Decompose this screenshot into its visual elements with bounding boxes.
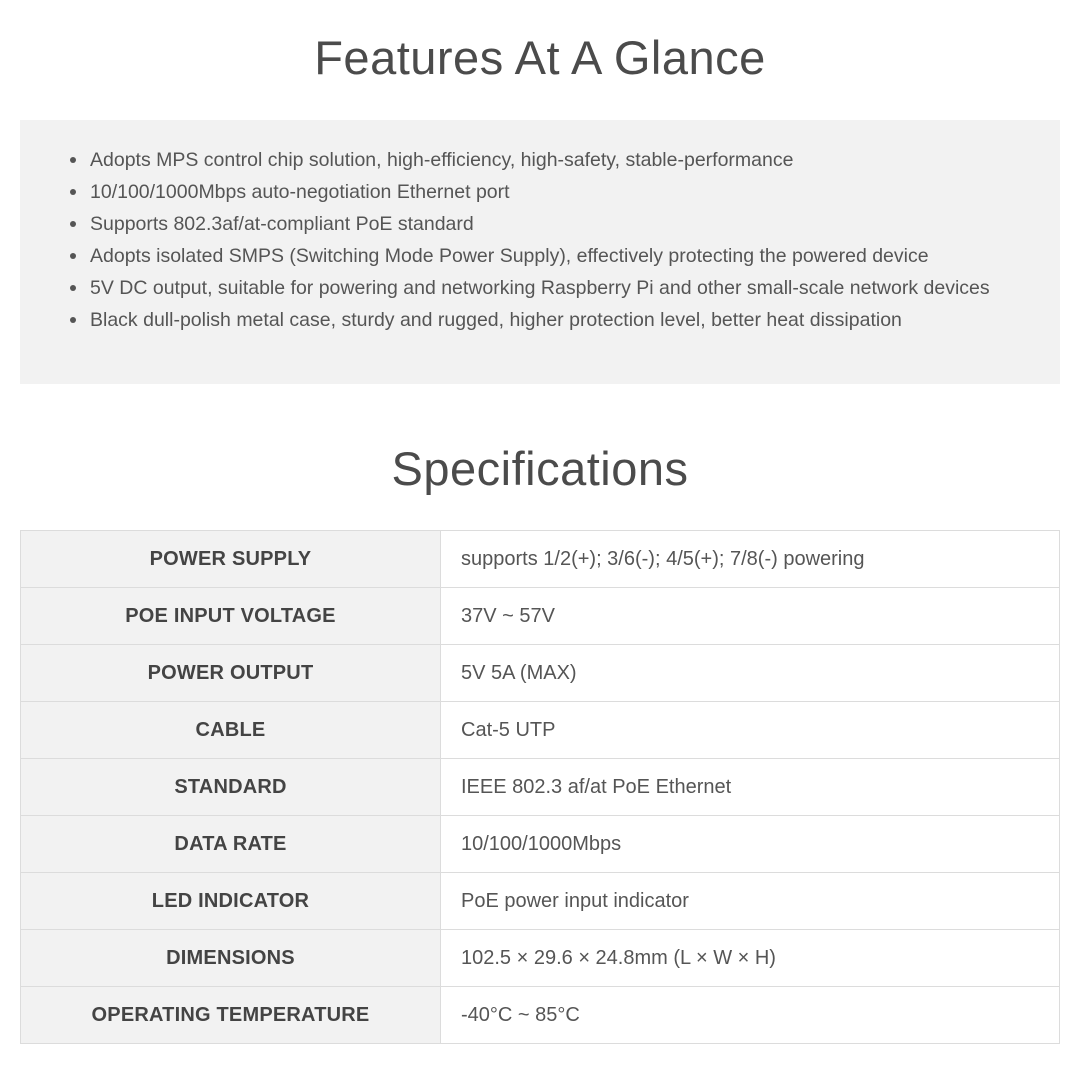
table-row: [21, 987, 1060, 1044]
table-row: [21, 588, 1060, 645]
spec-value: IEEE 802.3 af/at PoE Ethernet: [441, 759, 1060, 816]
feature-item: [70, 240, 1020, 272]
features-list: [70, 144, 1020, 336]
table-row: [21, 759, 1060, 816]
feature-text: 5V DC output, suitable for powering and networking Raspberry Pi and other small-scale network devices: [90, 277, 990, 299]
feature-item: [70, 176, 1020, 208]
feature-text: Supports 802.3af/at-compliant PoE standard: [90, 213, 474, 235]
feature-text: 10/100/1000Mbps auto-negotiation Ethernet port: [90, 181, 510, 203]
bullet-icon: [70, 157, 76, 163]
bullet-icon: [70, 189, 76, 195]
table-row: [21, 930, 1060, 987]
table-row: [21, 531, 1060, 588]
bullet-icon: [70, 317, 76, 323]
feature-item: [70, 208, 1020, 240]
specifications-table: [20, 530, 1060, 1044]
spec-label: OPERATING TEMPERATURE: [21, 987, 441, 1044]
table-row: [21, 702, 1060, 759]
spec-value: Cat-5 UTP: [441, 702, 1060, 759]
table-row: [21, 645, 1060, 702]
spec-label: LED INDICATOR: [21, 873, 441, 930]
bullet-icon: [70, 285, 76, 291]
table-row: [21, 816, 1060, 873]
spec-value: 102.5 × 29.6 × 24.8mm (L × W × H): [441, 930, 1060, 987]
feature-item: [70, 144, 1020, 176]
spec-label: POWER OUTPUT: [21, 645, 441, 702]
feature-text: Adopts isolated SMPS (Switching Mode Power Supply), effectively protecting the powered device: [90, 245, 929, 267]
feature-text: Black dull-polish metal case, sturdy and rugged, higher protection level, better heat dissipation: [90, 309, 902, 331]
spec-value: PoE power input indicator: [441, 873, 1060, 930]
spec-value: 37V ~ 57V: [441, 588, 1060, 645]
spec-label: POWER SUPPLY: [21, 531, 441, 588]
bullet-icon: [70, 253, 76, 259]
feature-item: [70, 304, 1020, 336]
feature-item: [70, 272, 1020, 304]
spec-value: 10/100/1000Mbps: [441, 816, 1060, 873]
spec-value: supports 1/2(+); 3/6(-); 4/5(+); 7/8(-) powering: [441, 531, 1060, 588]
spec-label: DIMENSIONS: [21, 930, 441, 987]
spec-label: STANDARD: [21, 759, 441, 816]
features-heading: Features At A Glance: [314, 31, 766, 84]
spec-value: -40°C ~ 85°C: [441, 987, 1060, 1044]
spec-value: 5V 5A (MAX): [441, 645, 1060, 702]
spec-label: CABLE: [21, 702, 441, 759]
table-row: [21, 873, 1060, 930]
spec-label: DATA RATE: [21, 816, 441, 873]
features-panel: [20, 120, 1060, 384]
specifications-heading: Specifications: [391, 442, 689, 495]
bullet-icon: [70, 221, 76, 227]
feature-text: Adopts MPS control chip solution, high-efficiency, high-safety, stable-performance: [90, 149, 794, 171]
spec-label: POE INPUT VOLTAGE: [21, 588, 441, 645]
